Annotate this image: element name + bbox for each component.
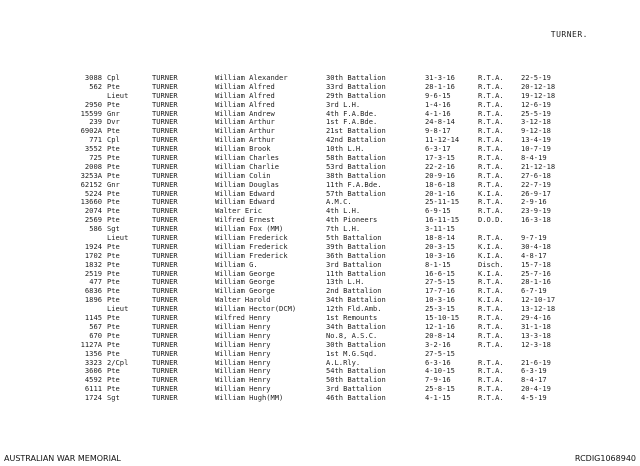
unit: 3rd Battalion bbox=[326, 384, 382, 394]
fate-status: R.T.A. bbox=[478, 81, 504, 91]
rank: Pte bbox=[107, 161, 120, 171]
return-date: 3-12-18 bbox=[521, 117, 551, 127]
surname: TURNER bbox=[152, 313, 178, 323]
rank: Sgt bbox=[107, 393, 120, 403]
surname: TURNER bbox=[152, 117, 178, 127]
surname: TURNER bbox=[152, 384, 178, 394]
given-names: Walter Harold bbox=[215, 295, 271, 305]
given-names: William Colin bbox=[215, 170, 271, 180]
surname: TURNER bbox=[152, 81, 178, 91]
service-number: 239 bbox=[89, 117, 102, 127]
fate-status: D.O.D. bbox=[478, 215, 504, 225]
given-names: William Hugh(MM) bbox=[215, 393, 284, 403]
service-number: 1702 bbox=[84, 250, 102, 260]
rank: Pte bbox=[107, 259, 120, 269]
given-names: William Frederick bbox=[215, 233, 288, 243]
fate-status: Disch. bbox=[478, 259, 504, 269]
unit: 29th Battalion bbox=[326, 90, 386, 100]
unit: 58th Battalion bbox=[326, 153, 386, 163]
enlistment-date: 6-3-16 bbox=[425, 357, 451, 367]
fate-status: R.T.A. bbox=[478, 321, 504, 331]
surname: TURNER bbox=[152, 153, 178, 163]
surname: TURNER bbox=[152, 108, 178, 118]
given-names: William Henry bbox=[215, 321, 271, 331]
unit: 4th Pioneers bbox=[326, 215, 378, 225]
enlistment-date: 10-3-16 bbox=[425, 295, 455, 305]
fate-status: R.T.A. bbox=[478, 357, 504, 367]
surname: TURNER bbox=[152, 259, 178, 269]
unit: 34th Battalion bbox=[326, 321, 386, 331]
fate-status: K.I.A. bbox=[478, 295, 504, 305]
service-number: 1356 bbox=[84, 348, 102, 358]
service-number: 15599 bbox=[80, 108, 102, 118]
rank: Pte bbox=[107, 348, 120, 358]
rank: Pte bbox=[107, 241, 120, 251]
surname: TURNER bbox=[152, 357, 178, 367]
surname: TURNER bbox=[152, 179, 178, 189]
fate-status: K.I.A. bbox=[478, 250, 504, 260]
surname: TURNER bbox=[152, 366, 178, 376]
return-date: 25-7-16 bbox=[521, 268, 551, 278]
given-names: William Henry bbox=[215, 339, 271, 349]
rank: Cpl bbox=[107, 73, 120, 82]
unit: 36th Battalion bbox=[326, 250, 386, 260]
surname: TURNER bbox=[152, 144, 178, 154]
enlistment-date: 20-3-15 bbox=[425, 241, 455, 251]
unit: 30th Battalion bbox=[326, 339, 386, 349]
fate-status: R.T.A. bbox=[478, 90, 504, 100]
unit: 4th L.H. bbox=[326, 206, 361, 216]
rank: 2/Cpl bbox=[107, 357, 129, 367]
unit: 7th L.H. bbox=[326, 224, 361, 234]
enlistment-date: 25-3-15 bbox=[425, 304, 455, 314]
enlistment-date: 15-10-15 bbox=[425, 313, 460, 323]
unit: 50th Battalion bbox=[326, 375, 386, 385]
enlistment-date: 20-1-16 bbox=[425, 188, 455, 198]
fate-status: K.I.A. bbox=[478, 241, 504, 251]
service-number: 586 bbox=[89, 224, 102, 234]
enlistment-date: 8-1-15 bbox=[425, 259, 451, 269]
enlistment-date: 22-2-16 bbox=[425, 161, 455, 171]
surname: TURNER bbox=[152, 330, 178, 340]
unit: 2nd Battalion bbox=[326, 286, 382, 296]
service-number: 2519 bbox=[84, 268, 102, 278]
service-number: 477 bbox=[89, 277, 102, 287]
fate-status: R.T.A. bbox=[478, 304, 504, 314]
return-date: 13-12-18 bbox=[521, 304, 556, 314]
surname: TURNER bbox=[152, 348, 178, 358]
return-date: 8-4-19 bbox=[521, 153, 547, 163]
service-number: 771 bbox=[89, 135, 102, 145]
given-names: William Alfred bbox=[215, 90, 275, 100]
service-number: 5224 bbox=[84, 188, 102, 198]
given-names: William Andrew bbox=[215, 108, 275, 118]
fate-status: R.T.A. bbox=[478, 126, 504, 136]
fate-status: R.T.A. bbox=[478, 375, 504, 385]
given-names: William Charles bbox=[215, 153, 280, 163]
return-date: 19-12-18 bbox=[521, 90, 556, 100]
footer bbox=[0, 454, 640, 466]
service-number: 1145 bbox=[84, 313, 102, 323]
rank: Pte bbox=[107, 197, 120, 207]
given-names: William George bbox=[215, 268, 275, 278]
return-date: 22-5-19 bbox=[521, 73, 551, 82]
surname: TURNER bbox=[152, 241, 178, 251]
service-number: 3088 bbox=[84, 73, 102, 82]
enlistment-date: 25-8-15 bbox=[425, 384, 455, 394]
rank: Pte bbox=[107, 313, 120, 323]
rank: Pte bbox=[107, 188, 120, 198]
return-date: 2-9-16 bbox=[521, 197, 547, 207]
fate-status: R.T.A. bbox=[478, 206, 504, 216]
service-number: 2950 bbox=[84, 99, 102, 109]
rank: Gnr bbox=[107, 108, 120, 118]
enlistment-date: 9-8-17 bbox=[425, 126, 451, 136]
service-number: 2569 bbox=[84, 215, 102, 225]
service-number: 1832 bbox=[84, 259, 102, 269]
given-names: William Henry bbox=[215, 384, 271, 394]
given-names: William Henry bbox=[215, 366, 271, 376]
enlistment-date: 3-2-16 bbox=[425, 339, 451, 349]
footer-archive-name: AUSTRALIAN WAR MEMORIAL bbox=[4, 454, 121, 463]
return-date: 12-3-18 bbox=[521, 339, 551, 349]
enlistment-date: 20-8-14 bbox=[425, 330, 455, 340]
return-date: 6-7-19 bbox=[521, 286, 547, 296]
rank: Pte bbox=[107, 295, 120, 305]
enlistment-date: 11-12-14 bbox=[425, 135, 460, 145]
service-number: 2008 bbox=[84, 161, 102, 171]
service-number: 6902A bbox=[80, 126, 102, 136]
fate-status: R.T.A. bbox=[478, 366, 504, 376]
given-names: William Alfred bbox=[215, 81, 275, 91]
enlistment-date: 4-1-15 bbox=[425, 393, 451, 403]
unit: 33rd Battalion bbox=[326, 81, 386, 91]
unit: 3rd Battalion bbox=[326, 259, 382, 269]
fate-status: R.T.A. bbox=[478, 393, 504, 403]
given-names: William Henry bbox=[215, 375, 271, 385]
return-date: 12-6-19 bbox=[521, 99, 551, 109]
unit: 34th Battalion bbox=[326, 295, 386, 305]
service-number: 562 bbox=[89, 81, 102, 91]
return-date: 9-12-18 bbox=[521, 126, 551, 136]
service-number: 567 bbox=[89, 321, 102, 331]
fate-status: R.T.A. bbox=[478, 144, 504, 154]
given-names: William George bbox=[215, 286, 275, 296]
return-date: 10-7-19 bbox=[521, 144, 551, 154]
rank: Pte bbox=[107, 366, 120, 376]
enlistment-date: 4-10-15 bbox=[425, 366, 455, 376]
surname: TURNER bbox=[152, 224, 178, 234]
unit: 54th Battalion bbox=[326, 366, 386, 376]
given-names: Wilfred Henry bbox=[215, 313, 271, 323]
service-number: 6836 bbox=[84, 286, 102, 296]
given-names: William George bbox=[215, 277, 275, 287]
given-names: William Henry bbox=[215, 348, 271, 358]
surname: TURNER bbox=[152, 206, 178, 216]
surname: TURNER bbox=[152, 268, 178, 278]
service-number: 3323 bbox=[84, 357, 102, 367]
unit: 11th F.A.Bde. bbox=[326, 179, 382, 189]
unit: 30th Battalion bbox=[326, 73, 386, 82]
given-names: William Edward bbox=[215, 197, 275, 207]
surname: TURNER bbox=[152, 339, 178, 349]
enlistment-date: 4-1-16 bbox=[425, 108, 451, 118]
rank: Pte bbox=[107, 277, 120, 287]
rank: Pte bbox=[107, 286, 120, 296]
unit: 1st M.G.Sqd. bbox=[326, 348, 378, 358]
fate-status: R.T.A. bbox=[478, 313, 504, 323]
unit: 53rd Battalion bbox=[326, 161, 386, 171]
unit: No.8, A.S.C. bbox=[326, 330, 378, 340]
surname: TURNER bbox=[152, 375, 178, 385]
rank: Pte bbox=[107, 153, 120, 163]
enlistment-date: 25-11-15 bbox=[425, 197, 460, 207]
rank: Pte bbox=[107, 268, 120, 278]
unit: 38th Battalion bbox=[326, 170, 386, 180]
surname: TURNER bbox=[152, 90, 178, 100]
surname: TURNER bbox=[152, 286, 178, 296]
enlistment-date: 27-5-15 bbox=[425, 348, 455, 358]
rank: Pte bbox=[107, 215, 120, 225]
unit: 1st F.A.Bde. bbox=[326, 117, 378, 127]
unit: 21st Battalion bbox=[326, 126, 386, 136]
nominal-roll-list bbox=[0, 74, 640, 403]
fate-status: R.T.A. bbox=[478, 161, 504, 171]
rank: Lieut bbox=[107, 90, 129, 100]
enlistment-date: 16-11-15 bbox=[425, 215, 460, 225]
return-date: 31-1-18 bbox=[521, 321, 551, 331]
return-date: 15-7-18 bbox=[521, 259, 551, 269]
unit: 46th Battalion bbox=[326, 393, 386, 403]
fate-status: R.T.A. bbox=[478, 170, 504, 180]
service-number: 3552 bbox=[84, 144, 102, 154]
enlistment-date: 6-9-15 bbox=[425, 206, 451, 216]
footer-record-id: RCDIG1068940 bbox=[574, 454, 636, 463]
enlistment-date: 6-3-17 bbox=[425, 144, 451, 154]
given-names: William Alfred bbox=[215, 99, 275, 109]
surname: TURNER bbox=[152, 99, 178, 109]
enlistment-date: 27-5-15 bbox=[425, 277, 455, 287]
rank: Cpl bbox=[107, 135, 120, 145]
rank: Pte bbox=[107, 81, 120, 91]
service-number: 13660 bbox=[80, 197, 102, 207]
service-number: 725 bbox=[89, 153, 102, 163]
surname: TURNER bbox=[152, 295, 178, 305]
enlistment-date: 31-3-16 bbox=[425, 73, 455, 82]
rank: Pte bbox=[107, 144, 120, 154]
return-date: 16-3-18 bbox=[521, 215, 551, 225]
roll-row bbox=[0, 394, 640, 403]
enlistment-date: 9-6-15 bbox=[425, 90, 451, 100]
fate-status: R.T.A. bbox=[478, 179, 504, 189]
surname: TURNER bbox=[152, 321, 178, 331]
unit: 57th Battalion bbox=[326, 188, 386, 198]
fate-status: K.I.A. bbox=[478, 268, 504, 278]
fate-status: K.I.A. bbox=[478, 188, 504, 198]
fate-status: R.T.A. bbox=[478, 384, 504, 394]
unit: 4th F.A.Bde. bbox=[326, 108, 378, 118]
enlistment-date: 24-8-14 bbox=[425, 117, 455, 127]
surname: TURNER bbox=[152, 277, 178, 287]
surname: TURNER bbox=[152, 250, 178, 260]
return-date: 12-10-17 bbox=[521, 295, 556, 305]
fate-status: R.T.A. bbox=[478, 117, 504, 127]
return-date: 8-4-17 bbox=[521, 375, 547, 385]
return-date: 21-12-18 bbox=[521, 161, 556, 171]
given-names: William Hector(DCM) bbox=[215, 304, 297, 314]
return-date: 29-4-16 bbox=[521, 313, 551, 323]
return-date: 13-3-18 bbox=[521, 330, 551, 340]
unit: 13th L.H. bbox=[326, 277, 365, 287]
rank: Lieut bbox=[107, 233, 129, 243]
surname: TURNER bbox=[152, 126, 178, 136]
return-date: 27-6-18 bbox=[521, 170, 551, 180]
service-number: 2074 bbox=[84, 206, 102, 216]
unit: 10th L.H. bbox=[326, 144, 365, 154]
given-names: William Frederick bbox=[215, 241, 288, 251]
surname: TURNER bbox=[152, 197, 178, 207]
enlistment-date: 10-3-16 bbox=[425, 250, 455, 260]
service-number: 6111 bbox=[84, 384, 102, 394]
given-names: William G. bbox=[215, 259, 258, 269]
given-names: William Arthur bbox=[215, 135, 275, 145]
given-names: William Edward bbox=[215, 188, 275, 198]
unit: A.L.Rly. bbox=[326, 357, 361, 367]
given-names: William Alexander bbox=[215, 73, 288, 82]
given-names: William Arthur bbox=[215, 117, 275, 127]
unit: 11th Battalion bbox=[326, 268, 386, 278]
surname: TURNER bbox=[152, 215, 178, 225]
rank: Pte bbox=[107, 126, 120, 136]
return-date: 9-7-19 bbox=[521, 233, 547, 243]
enlistment-date: 3-11-15 bbox=[425, 224, 455, 234]
fate-status: R.T.A. bbox=[478, 99, 504, 109]
given-names: William Douglas bbox=[215, 179, 280, 189]
fate-status: R.T.A. bbox=[478, 286, 504, 296]
surname: TURNER bbox=[152, 135, 178, 145]
service-number: 670 bbox=[89, 330, 102, 340]
return-date: 13-4-19 bbox=[521, 135, 551, 145]
return-date: 26-9-17 bbox=[521, 188, 551, 198]
rank: Pte bbox=[107, 384, 120, 394]
rank: Pte bbox=[107, 250, 120, 260]
fate-status: R.T.A. bbox=[478, 233, 504, 243]
fate-status: R.T.A. bbox=[478, 330, 504, 340]
return-date: 4-8-17 bbox=[521, 250, 547, 260]
enlistment-date: 1-4-16 bbox=[425, 99, 451, 109]
return-date: 20-12-18 bbox=[521, 81, 556, 91]
enlistment-date: 12-1-16 bbox=[425, 321, 455, 331]
given-names: William Fox (MM) bbox=[215, 224, 284, 234]
given-names: William Henry bbox=[215, 357, 271, 367]
return-date: 4-5-19 bbox=[521, 393, 547, 403]
given-names: Wilfred Ernest bbox=[215, 215, 275, 225]
given-names: William Brook bbox=[215, 144, 271, 154]
rank: Pte bbox=[107, 321, 120, 331]
unit: 12th Fld.Amb. bbox=[326, 304, 382, 314]
return-date: 28-1-16 bbox=[521, 277, 551, 287]
return-date: 21-6-19 bbox=[521, 357, 551, 367]
service-number: 3606 bbox=[84, 366, 102, 376]
return-date: 23-9-19 bbox=[521, 206, 551, 216]
unit: 3rd L.H. bbox=[326, 99, 361, 109]
unit: 1st Remounts bbox=[326, 313, 378, 323]
service-number: 4592 bbox=[84, 375, 102, 385]
rank: Pte bbox=[107, 375, 120, 385]
rank: Gnr bbox=[107, 179, 120, 189]
fate-status: R.T.A. bbox=[478, 197, 504, 207]
service-number: 62152 bbox=[80, 179, 102, 189]
rank: Pte bbox=[107, 99, 120, 109]
enlistment-date: 18-6-18 bbox=[425, 179, 455, 189]
enlistment-date: 16-6-15 bbox=[425, 268, 455, 278]
surname: TURNER bbox=[152, 161, 178, 171]
given-names: William Henry bbox=[215, 330, 271, 340]
unit: 39th Battalion bbox=[326, 241, 386, 251]
rank: Pte bbox=[107, 339, 120, 349]
rank: Dvr bbox=[107, 117, 120, 127]
given-names: William Charlie bbox=[215, 161, 280, 171]
given-names: William Frederick bbox=[215, 250, 288, 260]
fate-status: R.T.A. bbox=[478, 153, 504, 163]
enlistment-date: 18-8-14 bbox=[425, 233, 455, 243]
given-names: William Arthur bbox=[215, 126, 275, 136]
rank: Lieut bbox=[107, 304, 129, 314]
return-date: 6-3-19 bbox=[521, 366, 547, 376]
rank: Pte bbox=[107, 170, 120, 180]
surname: TURNER bbox=[152, 170, 178, 180]
enlistment-date: 17-7-16 bbox=[425, 286, 455, 296]
surname: TURNER bbox=[152, 304, 178, 314]
rank: Sgt bbox=[107, 224, 120, 234]
surname: TURNER bbox=[152, 233, 178, 243]
surname: TURNER bbox=[152, 73, 178, 82]
return-date: 30-4-18 bbox=[521, 241, 551, 251]
enlistment-date: 28-1-16 bbox=[425, 81, 455, 91]
service-number: 1724 bbox=[84, 393, 102, 403]
return-date: 20-4-19 bbox=[521, 384, 551, 394]
enlistment-date: 20-9-16 bbox=[425, 170, 455, 180]
surname: TURNER bbox=[152, 393, 178, 403]
fate-status: R.T.A. bbox=[478, 108, 504, 118]
given-names: Walter Eric bbox=[215, 206, 262, 216]
return-date: 22-7-19 bbox=[521, 179, 551, 189]
fate-status: R.T.A. bbox=[478, 135, 504, 145]
rank: Pte bbox=[107, 206, 120, 216]
page-title: TURNER. bbox=[550, 30, 588, 39]
fate-status: R.T.A. bbox=[478, 73, 504, 82]
service-number: 3253A bbox=[80, 170, 102, 180]
service-number: 1127A bbox=[80, 339, 102, 349]
enlistment-date: 17-3-15 bbox=[425, 153, 455, 163]
return-date: 25-5-19 bbox=[521, 108, 551, 118]
surname: TURNER bbox=[152, 188, 178, 198]
fate-status: R.T.A. bbox=[478, 339, 504, 349]
service-number: 1924 bbox=[84, 241, 102, 251]
unit: 5th Battalion bbox=[326, 233, 382, 243]
fate-status: R.T.A. bbox=[478, 277, 504, 287]
rank: Pte bbox=[107, 330, 120, 340]
unit: A.M.C. bbox=[326, 197, 352, 207]
enlistment-date: 7-9-16 bbox=[425, 375, 451, 385]
unit: 42nd Battalion bbox=[326, 135, 386, 145]
service-number: 1896 bbox=[84, 295, 102, 305]
